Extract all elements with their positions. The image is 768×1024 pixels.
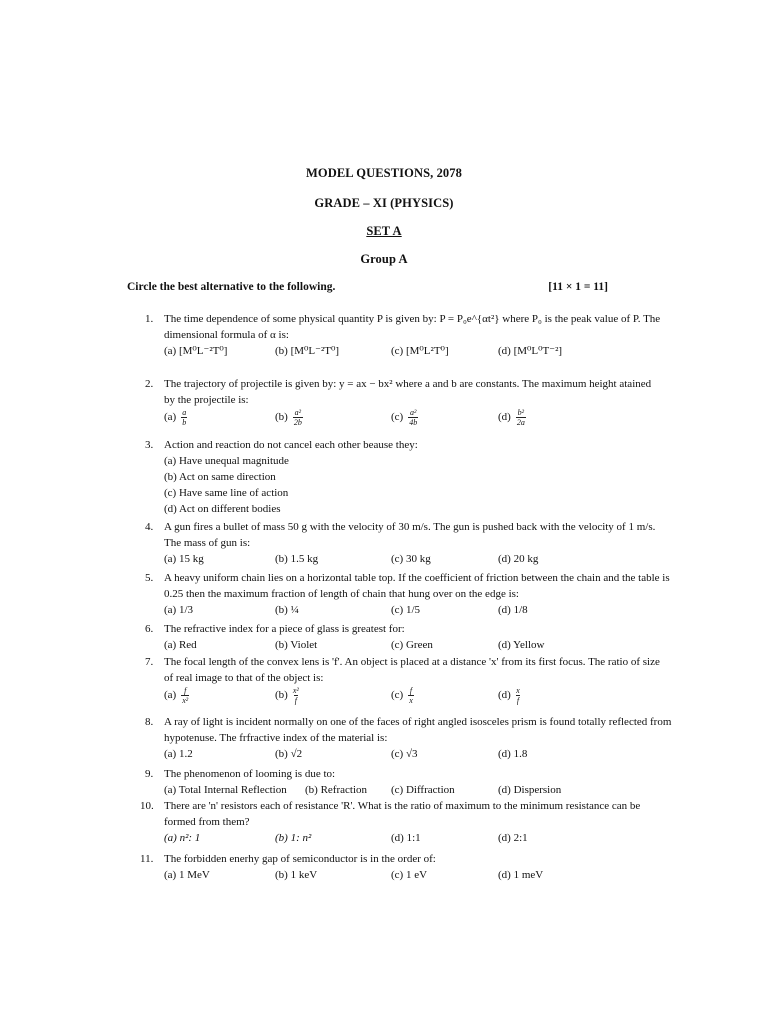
- options-row: [164, 602, 675, 618]
- option-d[interactable]: (d) Yellow: [498, 639, 545, 651]
- option-fraction: [408, 408, 418, 427]
- option-a[interactable]: [164, 686, 189, 705]
- fraction-denominator: f: [294, 696, 297, 705]
- option-label: (a): [164, 689, 177, 702]
- option-c[interactable]: (c) 30 kg: [391, 553, 431, 565]
- option-label: (a): [164, 411, 177, 424]
- option-b[interactable]: [275, 686, 299, 705]
- option-fraction: [408, 686, 414, 705]
- fraction-numerator: f: [409, 686, 413, 695]
- option-c[interactable]: (c) Have same line of action: [164, 487, 289, 499]
- question-11: [140, 851, 675, 883]
- option-b[interactable]: (b) 1: n²: [275, 832, 312, 844]
- fraction-denominator: x: [409, 696, 413, 705]
- option-a[interactable]: (a) 15 kg: [164, 553, 204, 565]
- option-a[interactable]: [164, 408, 187, 427]
- option-d[interactable]: (d) 1/8: [498, 604, 528, 616]
- option-b[interactable]: (b) 1 keV: [275, 869, 318, 881]
- question-number: 5.: [145, 572, 154, 584]
- question-1: [145, 311, 675, 359]
- question-number: 9.: [145, 768, 154, 780]
- fraction-numerator: a: [182, 408, 187, 417]
- option-b[interactable]: [275, 408, 303, 427]
- option-d[interactable]: (d) 2:1: [498, 832, 528, 844]
- option-d[interactable]: [498, 686, 520, 705]
- option-b[interactable]: (b) 1.5 kg: [275, 553, 319, 565]
- fraction-numerator: b²: [517, 408, 525, 417]
- option-b[interactable]: (b) Act on same direction: [164, 471, 276, 483]
- question-number: 7.: [145, 656, 154, 668]
- option-c[interactable]: (d) 1:1: [391, 832, 421, 844]
- option-b[interactable]: (b) [M⁰L⁻²T⁰]: [275, 345, 340, 357]
- option-a[interactable]: (a) 1/3: [164, 604, 194, 616]
- option-a[interactable]: (a) 1.2: [164, 748, 193, 760]
- option-label: (b): [275, 689, 288, 702]
- question-text-continued: of real image to that of the object is:: [164, 672, 324, 684]
- options-row: [164, 408, 675, 432]
- question-text-continued: hypotenuse. The frfractive index of the material is:: [164, 732, 388, 744]
- option-d[interactable]: [498, 408, 526, 427]
- options-list: [164, 453, 675, 517]
- question-2: [145, 376, 675, 432]
- question-number: 8.: [145, 716, 154, 728]
- fraction-denominator: f: [516, 696, 520, 705]
- question-number: 1.: [145, 313, 154, 325]
- question-text: The refractive index for a piece of glass is greatest for:: [164, 623, 405, 635]
- question-number: 10.: [140, 800, 154, 812]
- fraction-denominator: b: [182, 418, 187, 427]
- question-9: [145, 766, 675, 798]
- question-text: The trajectory of projectile is given by: y = ax − bx² where a and b are constants. The maximum height atained: [164, 378, 652, 390]
- grade-heading: GRADE – XI (PHYSICS): [314, 196, 454, 210]
- question-text: The forbidden enerhy gap of semiconductor is in the order of:: [164, 853, 436, 865]
- option-d[interactable]: (d) Act on different bodies: [164, 503, 281, 515]
- option-c[interactable]: (c) Green: [391, 639, 433, 651]
- option-fraction: [516, 408, 526, 427]
- option-a[interactable]: (a) [M⁰L⁻²T⁰]: [164, 345, 228, 357]
- fraction-numerator: a²: [294, 408, 302, 417]
- fraction-denominator: 2a: [516, 418, 525, 427]
- option-a[interactable]: (a) 1 MeV: [164, 869, 210, 881]
- option-d[interactable]: (d) [M⁰L⁰T⁻²]: [498, 345, 563, 357]
- options-row: [164, 637, 675, 653]
- fraction-denominator: x²: [182, 696, 189, 705]
- question-3: [145, 437, 675, 517]
- option-label: (d): [498, 411, 511, 424]
- option-label: (d): [498, 689, 511, 702]
- question-7: [145, 654, 675, 710]
- options-row: [164, 686, 675, 710]
- question-text-continued: dimensional formula of α is:: [164, 329, 289, 341]
- option-label: (b): [275, 411, 288, 424]
- exam-title: MODEL QUESTIONS, 2078: [306, 166, 462, 180]
- question-number: 6.: [145, 623, 154, 635]
- option-c[interactable]: (c) Diffraction: [391, 784, 455, 796]
- question-text: Action and reaction do not cancel each other beause they:: [164, 439, 418, 451]
- question-4: [145, 519, 675, 567]
- question-5: [145, 570, 675, 618]
- option-c[interactable]: [391, 686, 414, 705]
- options-row: [164, 551, 675, 567]
- options-row: [164, 867, 675, 883]
- question-text-continued: 0.25 then the maximum fraction of length of chain that hung over on the edge is:: [164, 588, 519, 600]
- instruction-text: Circle the best alternative to the following.: [127, 281, 336, 293]
- question-text-continued: The mass of gun is:: [164, 537, 251, 549]
- question-text: A ray of light is incident normally on one of the faces of right angled isosceles prism is found totally reflected from: [164, 716, 672, 728]
- option-b[interactable]: (b) √2: [275, 748, 303, 760]
- option-c[interactable]: (c) √3: [391, 748, 418, 760]
- option-fraction: [293, 408, 303, 427]
- option-d[interactable]: (d) 20 kg: [498, 553, 539, 565]
- question-text-continued: formed from them?: [164, 816, 250, 828]
- option-a[interactable]: (a) n²: 1: [164, 832, 201, 844]
- option-d[interactable]: (d) 1 meV: [498, 869, 544, 881]
- option-label: (c): [391, 411, 404, 424]
- options-row: [164, 746, 675, 762]
- group-heading: Group A: [360, 252, 408, 266]
- question-number: 4.: [145, 521, 154, 533]
- fraction-numerator: f: [184, 686, 187, 695]
- question-6: [145, 621, 675, 653]
- question-text: The focal length of the convex lens is 'f'. An object is placed at a distance 'x' from its first focus. The ratio of size: [164, 656, 660, 668]
- options-row: [164, 830, 675, 846]
- option-a[interactable]: (a) Total Internal Reflection: [164, 784, 287, 796]
- fraction-numerator: x²: [292, 686, 299, 695]
- option-b[interactable]: (b) Violet: [275, 639, 318, 651]
- question-10: [140, 798, 675, 846]
- question-number: 2.: [145, 378, 154, 390]
- option-b[interactable]: (b) ¼: [275, 604, 299, 616]
- question-number: 11.: [140, 853, 154, 865]
- option-fraction: [293, 686, 299, 705]
- option-c[interactable]: (c) 1 eV: [391, 869, 428, 881]
- option-fraction: [516, 686, 520, 705]
- instruction-line: [127, 281, 608, 293]
- option-a[interactable]: (a) Red: [164, 639, 197, 651]
- question-text: A gun fires a bullet of mass 50 g with the velocity of 30 m/s. The gun is pushed back with the velocity of 1 m/s.: [164, 521, 656, 533]
- option-fraction: [181, 686, 189, 705]
- question-number: 3.: [145, 439, 154, 451]
- question-8: [145, 714, 675, 762]
- option-d[interactable]: (d) Dispersion: [498, 784, 562, 796]
- options-row: [164, 343, 675, 359]
- question-text: There are 'n' resistors each of resistance 'R'. What is the ratio of maximum to the minimum resistance can be: [164, 800, 641, 812]
- fraction-numerator: x: [516, 686, 520, 695]
- option-fraction: [181, 408, 187, 427]
- fraction-numerator: a²: [410, 408, 417, 417]
- option-a[interactable]: (a) Have unequal magnitude: [164, 455, 289, 467]
- question-text: The time dependence of some physical quantity P is given by: P = P₀e^{αt²} where P₀ is the peak value of P. The: [164, 313, 661, 325]
- marks-allocation: [11 × 1 = 11]: [548, 281, 608, 293]
- set-heading: SET A: [366, 224, 402, 238]
- option-c[interactable]: [391, 408, 418, 427]
- option-c[interactable]: (c) [M⁰L²T⁰]: [391, 345, 449, 357]
- question-text-continued: by the projectile is:: [164, 394, 249, 406]
- option-c[interactable]: (c) 1/5: [391, 604, 421, 616]
- question-text: A heavy uniform chain lies on a horizontal table top. If the coefficient of friction between the chain and the table is: [164, 572, 670, 584]
- fraction-denominator: 4b: [409, 418, 418, 427]
- option-b[interactable]: (b) Refraction: [305, 784, 367, 796]
- options-row: [164, 782, 675, 798]
- fraction-denominator: 2b: [293, 418, 302, 427]
- option-d[interactable]: (d) 1.8: [498, 748, 528, 760]
- option-label: (c): [391, 689, 404, 702]
- question-text: The phenomenon of looming is due to:: [164, 768, 336, 780]
